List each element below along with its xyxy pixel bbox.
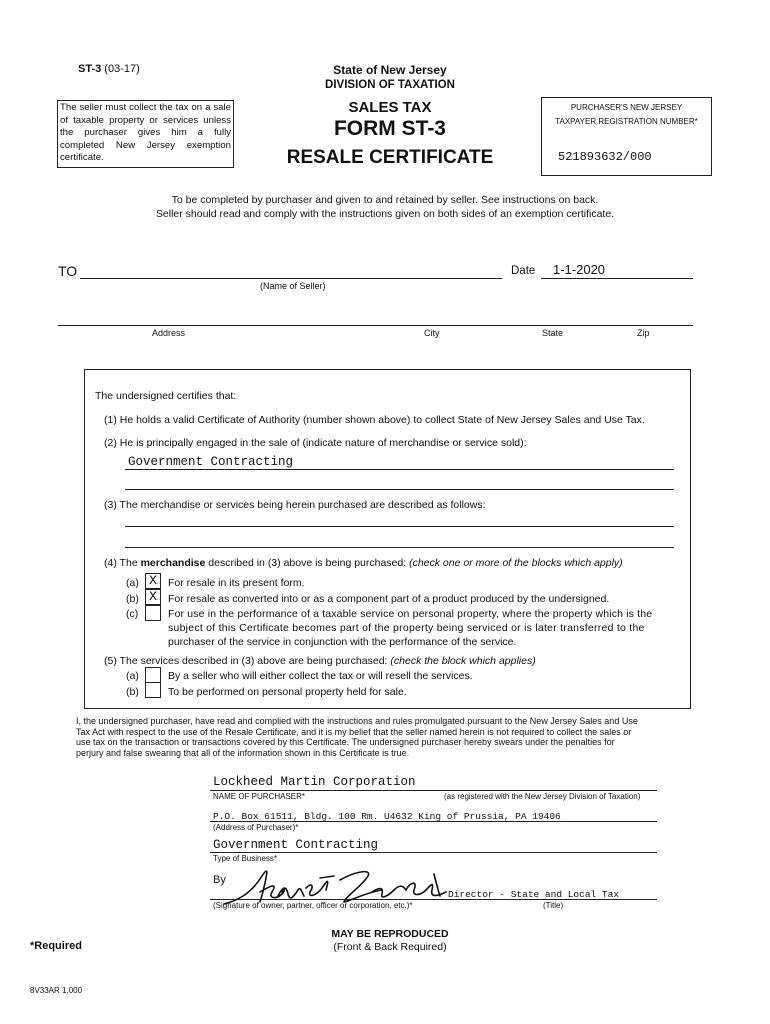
- certification-item-1: (1) He holds a valid Certificate of Authority (number shown above) to collect State of New Jersey Sales and Use Tax.: [104, 414, 645, 426]
- certification-item-5: [104, 655, 536, 667]
- signature-line[interactable]: [210, 899, 657, 900]
- form-version-code: 8V33AR 1.000: [30, 986, 83, 995]
- state-caption: State: [542, 328, 564, 338]
- form-code: [78, 63, 140, 75]
- option-5a-text: By a seller who will either collect the tax or will resell the services.: [168, 670, 473, 682]
- option-5b-label: (b): [126, 686, 139, 698]
- required-note: *Required: [30, 940, 82, 952]
- state-name: State of New Jersey: [333, 63, 447, 77]
- purchaser-name-line: [210, 790, 657, 791]
- option-5b-text: To be performed on personal property held for sale.: [168, 686, 407, 698]
- option-4c-text-line2: subject of this Certificate becomes part of the property being serviced or is later transferred to the: [168, 622, 645, 634]
- form-revision: (03-17): [104, 63, 140, 75]
- option-5b-checkbox[interactable]: [145, 682, 161, 698]
- option-4a-label: (a): [126, 577, 139, 589]
- form-code-label: ST-3: [78, 63, 102, 75]
- item5-italic: (check the block which applies): [390, 655, 536, 667]
- statement-line3: use tax on the transaction or transactions covered by this Certificate. The undersigned purchaser hereby swears under the penalties for: [76, 737, 615, 748]
- option-4b-text: For resale as converted into or as a component part of a product produced by the undersigned.: [168, 593, 610, 605]
- date-field-line: [541, 278, 693, 279]
- option-4c-text-line1: For use in the performance of a taxable service on personal property, where the property which is the: [168, 608, 653, 620]
- option-5a-checkbox[interactable]: [145, 667, 161, 683]
- option-4a-text: For resale in its present form.: [168, 577, 305, 589]
- seller-notice-text: The seller must collect the tax on a sale of taxable property or services unless the purchaser gives him a fully completed New Jersey exemption certificate.: [60, 102, 231, 163]
- signer-title-value[interactable]: Director - State and Local Tax: [448, 889, 620, 900]
- seller-address-field[interactable]: [58, 325, 693, 326]
- certification-item-2: (2) He is principally engaged in the sale of (indicate nature of merchandise or service sold):: [104, 437, 527, 449]
- purchaser-address-line: [210, 821, 657, 822]
- option-4b-checkbox[interactable]: X: [145, 589, 161, 605]
- instructions-line1: To be completed by purchaser and given to and retained by seller. See instructions on back.: [171, 194, 599, 206]
- purchaser-address-value[interactable]: P.O. Box 61511, Bldg. 100 Rm. U4632 King of Prussia, PA 19406: [213, 811, 561, 822]
- purchaser-statement: [76, 716, 702, 758]
- instructions-line2: Seller should read and comply with the instructions given on both sides of an exemption certificate.: [155, 208, 615, 220]
- front-back-required: (Front & Back Required): [333, 941, 447, 953]
- date-value[interactable]: 1-1-2020: [553, 262, 606, 277]
- business-type-value[interactable]: Government Contracting: [213, 838, 379, 852]
- by-label: By: [213, 874, 226, 886]
- date-label: Date: [511, 265, 536, 277]
- option-4a-checkbox[interactable]: X: [145, 573, 161, 589]
- purchaser-name-label: NAME OF PURCHASER*: [213, 792, 306, 801]
- business-type-line: [210, 852, 657, 853]
- purchase-description-line1[interactable]: [125, 526, 674, 527]
- seller-notice-box: [57, 100, 234, 168]
- purchaser-registration-box: [541, 97, 712, 176]
- statement-line2: Tax Act with respect to the use of the Resale Certificate, and it is my belief that the seller named herein is not required to collect the sales or: [76, 726, 632, 737]
- to-label: TO: [58, 263, 78, 279]
- registration-number[interactable]: 521893632/000: [558, 150, 652, 164]
- purchase-description-line2[interactable]: [125, 547, 674, 548]
- city-caption: City: [424, 328, 440, 338]
- may-be-reproduced: MAY BE REPRODUCED: [331, 928, 449, 940]
- merchandise-sold-line2: [125, 489, 674, 490]
- purchaser-name-note: (as registered with the New Jersey Division of Taxation): [444, 792, 641, 801]
- certification-item-4: [104, 557, 623, 569]
- option-4b-label: (b): [126, 593, 139, 605]
- seller-name-caption: (Name of Seller): [260, 281, 326, 291]
- zip-caption: Zip: [637, 328, 650, 338]
- item4-bold: merchandise: [140, 557, 206, 569]
- option-4c-checkbox[interactable]: [145, 605, 161, 621]
- form-title: FORM ST-3: [333, 117, 446, 140]
- item4-prefix: (4) The: [104, 557, 138, 569]
- statement-line4: perjury and false swearing that all of the information shown in this Certificate is true.: [76, 747, 410, 758]
- signature-label: (Signature of owner, partner, officer or corporation, etc.)*: [213, 901, 413, 910]
- certification-intro: The undersigned certifies that:: [95, 390, 237, 402]
- certificate-title: RESALE CERTIFICATE: [286, 147, 494, 168]
- statement-line1: I, the undersigned purchaser, have read and complied with the instructions and rules promulgated pursuant to the New Jersey Sales and Use: [76, 716, 638, 726]
- registration-label-line2: TAXPAYER REGISTRATION NUMBER*: [555, 117, 698, 126]
- item4-rest: described in (3) above is being purchased:: [208, 557, 407, 569]
- purchaser-address-label: (Address of Purchaser)*: [213, 823, 299, 832]
- title-label: (Title): [543, 901, 564, 910]
- certification-item-3: (3) The merchandise or services being herein purchased are described as follows:: [104, 499, 486, 511]
- item5-text: (5) The services described in (3) above are being purchased:: [104, 655, 388, 667]
- seller-name-field[interactable]: [80, 278, 502, 279]
- address-caption: Address: [152, 328, 186, 338]
- merchandise-sold-value[interactable]: Government Contracting: [128, 455, 294, 469]
- division-name: DIVISION OF TAXATION: [325, 79, 455, 91]
- option-4c-text-line3: purchaser of the service in conjunction with the performance of the service.: [168, 636, 517, 648]
- merchandise-sold-line1: [125, 469, 674, 470]
- registration-label-line1: PURCHASER'S NEW JERSEY: [570, 103, 683, 112]
- business-type-label: Type of Business*: [213, 854, 278, 863]
- purchaser-name-value[interactable]: Lockheed Martin Corporation: [213, 775, 416, 789]
- item4-italic: (check one or more of the blocks which apply): [409, 557, 623, 569]
- option-5a-label: (a): [126, 670, 139, 682]
- sales-tax-heading: SALES TAX: [348, 99, 432, 116]
- option-4c-label: (c): [126, 608, 139, 620]
